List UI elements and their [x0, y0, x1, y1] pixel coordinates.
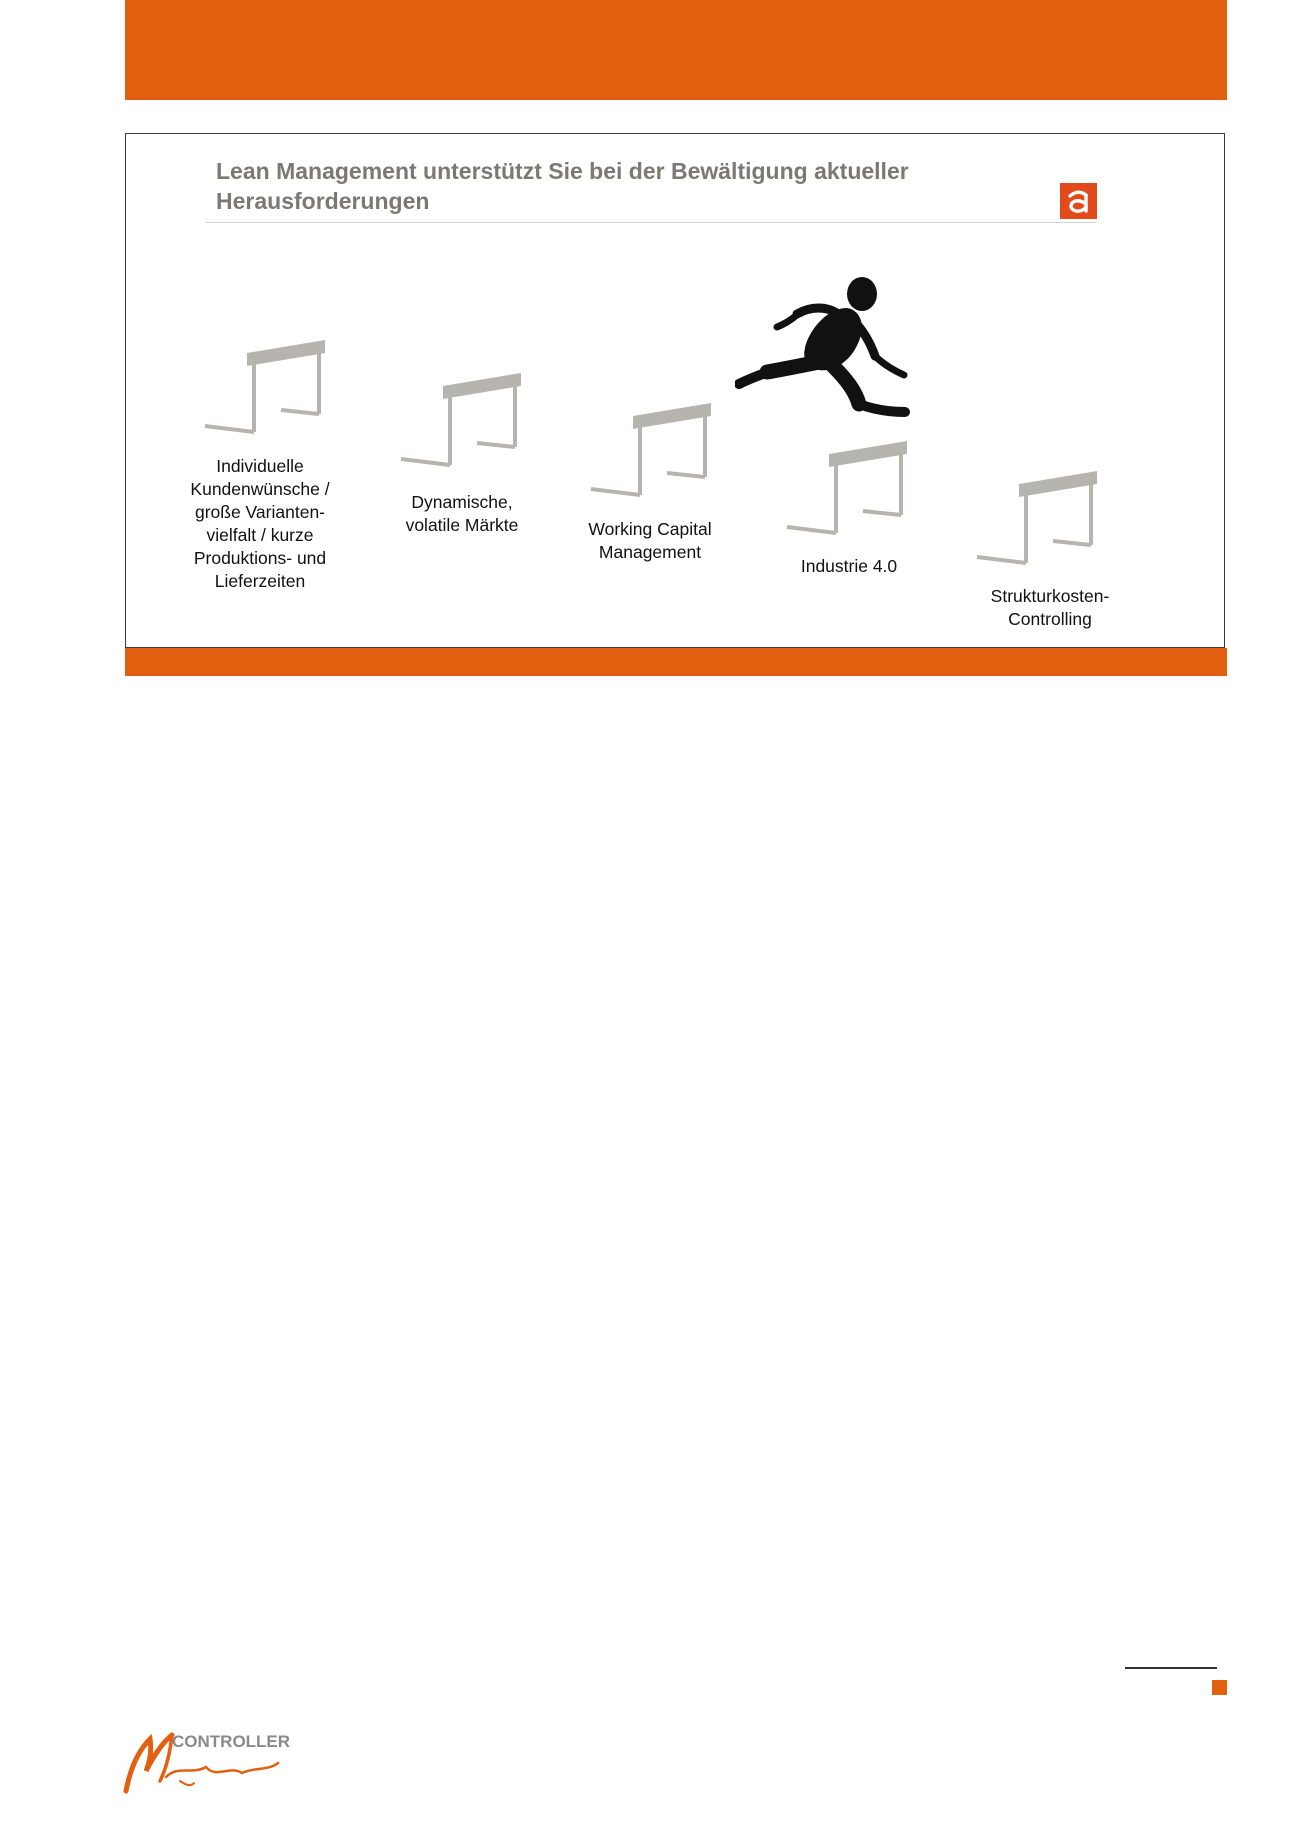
hurdle-icon	[588, 401, 714, 498]
footer-divider	[1125, 1667, 1217, 1669]
figure-footer-band	[125, 648, 1227, 676]
hurdle-icon	[974, 469, 1100, 566]
header-band	[125, 0, 1227, 100]
controller-magazin-logo	[120, 1725, 290, 1795]
hurdle-label: Dynamische, volatile Märkte	[405, 492, 519, 535]
hurdle-icon	[202, 338, 328, 435]
hurdle-label: Individuelle Kundenwünsche / große Varianten-vielfalt / kurze Produktions- und Lieferzeiten	[190, 456, 330, 591]
hurdle-label: Strukturkosten-Controlling	[990, 586, 1110, 629]
hurdle-label: Industrie 4.0	[800, 556, 898, 576]
hurdle-jumper-silhouette-icon	[735, 272, 925, 447]
figure-title: Lean Management unterstützt Sie bei der Bewältigung aktueller Herausforderungen	[216, 158, 909, 214]
stylized-a-logo-icon	[1060, 183, 1097, 219]
hurdle-icon	[784, 439, 910, 536]
hurdle-icon	[398, 371, 524, 468]
end-marker	[1212, 1680, 1227, 1695]
title-divider	[206, 222, 1096, 223]
hurdle-label: Working Capital Management	[588, 519, 712, 562]
logo-wordmark: CONTROLLER	[172, 1732, 290, 1751]
